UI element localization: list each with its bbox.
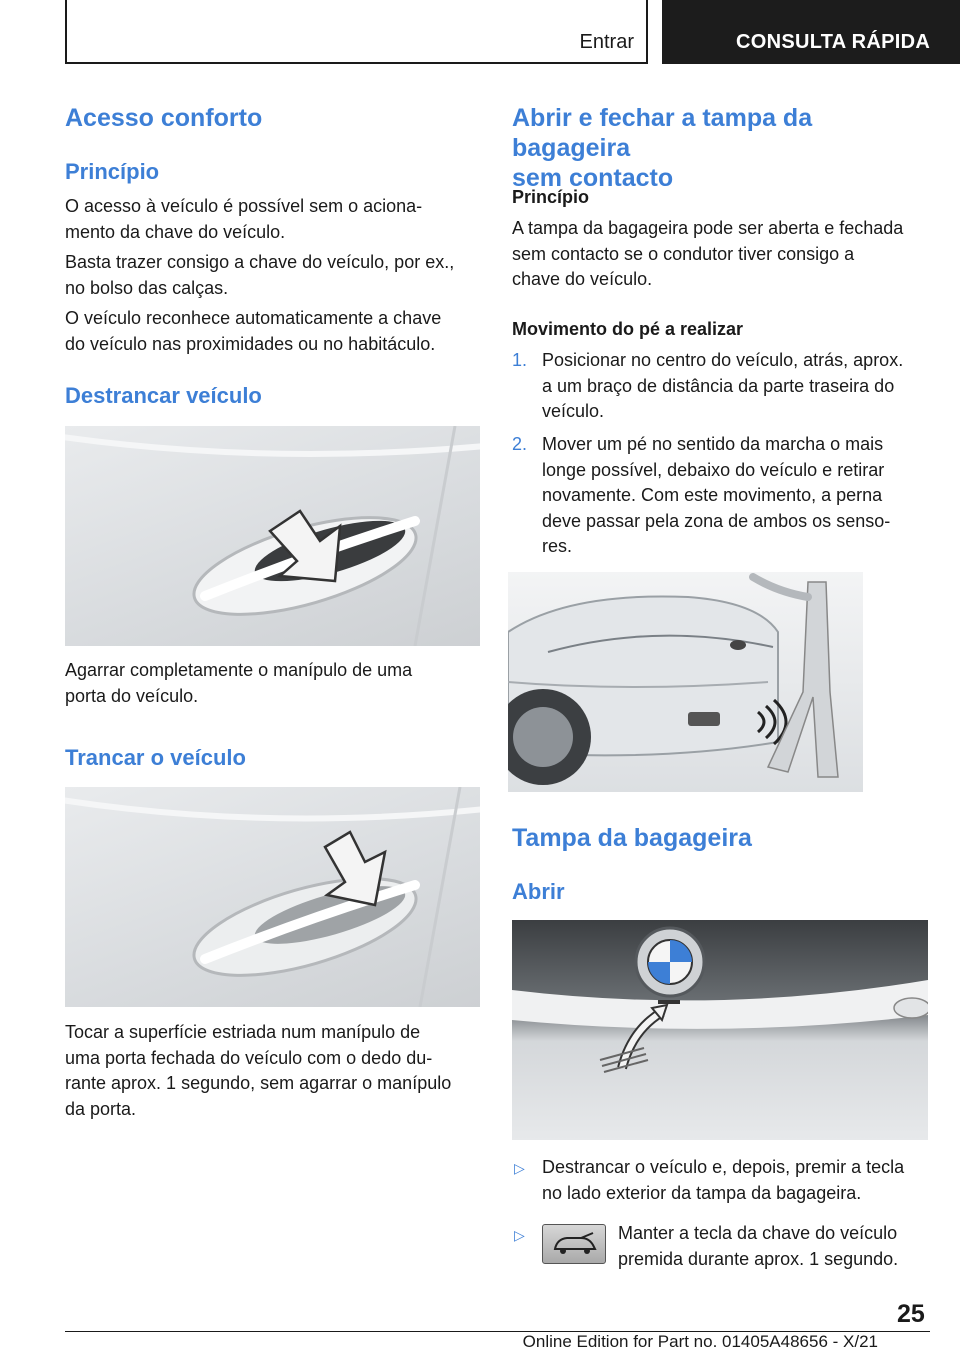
bullet-marker: ▷ bbox=[514, 1227, 525, 1243]
foot-gesture-image bbox=[508, 572, 863, 792]
bullet-text-1: Destrancar o veículo e, depois, premir a tecla no lado exterior da tampa da bagageira. bbox=[542, 1157, 905, 1203]
principle-heading: Princípio bbox=[65, 159, 160, 184]
step-2 bbox=[512, 432, 932, 560]
car-trunk-key-icon bbox=[542, 1224, 606, 1264]
door-handle-unlock-image bbox=[65, 426, 480, 646]
principle-paragraph-3: O veículo reconhece automaticamente a chave do veículo nas proximidades ou no habitáculo. bbox=[65, 308, 442, 354]
unlock-heading: Destrancar veículo bbox=[65, 383, 262, 408]
edition-footer: Online Edition for Part no. 01405A48656 - X/21 bbox=[522, 1332, 878, 1351]
bullet-marker: ▷ bbox=[514, 1160, 525, 1176]
step-number: 1. bbox=[512, 350, 528, 370]
step-text: Mover um pé no sentido da marcha o mais longe possível, debaixo do veículo e retirar novamente. Com este movimento, a perna deve passar pela zona de ambos os senso- res. bbox=[542, 434, 891, 556]
contactless-principle-heading: Princípio bbox=[512, 187, 590, 207]
principle-paragraph-2: Basta trazer consigo a chave do veículo, por ex., no bolso das calças. bbox=[65, 252, 455, 298]
header-tab-frame bbox=[65, 0, 648, 64]
contactless-principle-text: A tampa da bagageira pode ser aberta e fechada sem contacto se o condutor tiver consigo a chave do veículo. bbox=[512, 218, 904, 289]
movement-heading: Movimento do pé a realizar bbox=[512, 319, 744, 339]
trunk-heading: Tampa da bagageira bbox=[512, 824, 752, 852]
chapter-label: CONSULTA RÁPIDA bbox=[736, 31, 931, 53]
lock-heading: Trancar o veículo bbox=[65, 745, 246, 770]
chapter-tab bbox=[662, 0, 960, 64]
section-title: Acesso conforto bbox=[65, 104, 263, 132]
unlock-instruction: Agarrar completamente o manípulo de uma porta do veículo. bbox=[65, 660, 413, 706]
lock-instruction: Tocar a superfície estriada num manípulo de uma porta fechada do veículo com o dedo du- rante aprox. 1 segundo, sem agarrar o manípulo da porta. bbox=[65, 1022, 452, 1119]
principle-paragraph-1: O acesso à veículo é possível sem o aciona- mento da chave do veículo. bbox=[65, 196, 423, 242]
contactless-title: Abrir e fechar a tampa da bagageira sem contacto bbox=[512, 104, 813, 192]
step-1 bbox=[512, 348, 932, 426]
door-handle-lock-image bbox=[65, 787, 480, 1007]
step-text: Posicionar no centro do veículo, atrás, aprox. a um braço de distância da parte traseira do veículo. bbox=[542, 350, 904, 421]
section-label: Entrar bbox=[579, 31, 634, 53]
bullet-text-2: Manter a tecla da chave do veículo premida durante aprox. 1 segundo. bbox=[618, 1223, 899, 1269]
step-number: 2. bbox=[512, 434, 528, 454]
open-heading: Abrir bbox=[512, 879, 565, 904]
trunk-button-image bbox=[512, 920, 928, 1140]
page-number: 25 bbox=[897, 1300, 925, 1328]
